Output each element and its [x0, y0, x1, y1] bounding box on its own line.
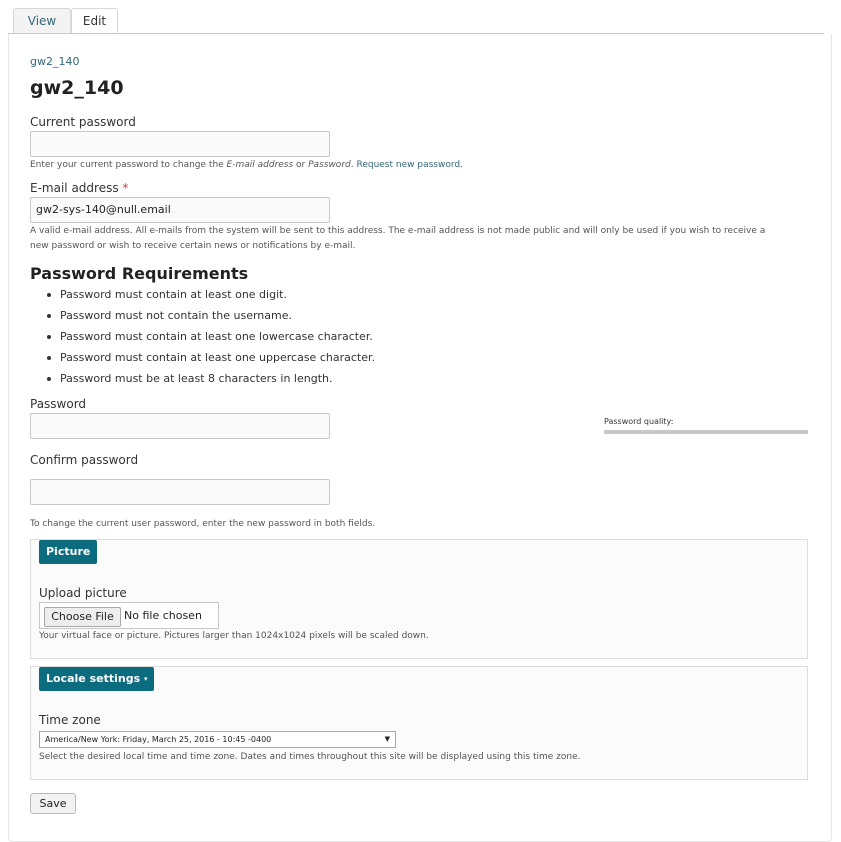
list-item: Password must contain at least one uppercase character. — [30, 349, 375, 370]
choose-file-button[interactable]: Choose File — [44, 607, 121, 627]
upload-picture-label: Upload picture — [39, 586, 127, 600]
email-input[interactable]: gw2-sys-140@null.email — [30, 197, 330, 223]
request-new-password-link[interactable]: Request new password — [356, 160, 461, 170]
timezone-label: Time zone — [39, 713, 101, 727]
current-password-description: Enter your current password to change the E-mail address or Password. Request new password. — [30, 160, 463, 170]
caret-down-icon: ▾ — [143, 675, 148, 683]
required-marker: * — [122, 181, 129, 195]
password-requirements-heading: Password Requirements — [30, 264, 249, 283]
locale-settings-toggle[interactable]: Locale settings ▾ — [39, 667, 154, 691]
picture-file-input — [39, 602, 219, 629]
password-input[interactable] — [30, 413, 330, 439]
breadcrumb[interactable]: gw2_140 — [30, 55, 80, 68]
dropdown-arrow-icon: ▼ — [384, 735, 390, 743]
list-item: Password must be at least 8 characters in length. — [30, 370, 375, 391]
no-file-chosen-text: No file chosen — [124, 609, 202, 622]
current-password-label: Current password — [30, 115, 136, 129]
save-button[interactable]: Save — [30, 793, 76, 814]
locale-settings-fieldset — [30, 666, 808, 780]
picture-description: Your virtual face or picture. Pictures larger than 1024x1024 pixels will be scaled down. — [39, 631, 429, 641]
list-item: Password must contain at least one digit. — [30, 286, 375, 307]
picture-fieldset — [30, 539, 808, 659]
confirm-password-description: To change the current user password, enter the new password in both fields. — [30, 519, 376, 529]
password-requirements-list — [30, 286, 375, 391]
password-quality-bar — [604, 430, 808, 434]
tab-view[interactable]: View — [13, 8, 71, 34]
bullet-icon — [47, 356, 51, 360]
bullet-icon — [47, 377, 51, 381]
bullet-icon — [47, 335, 51, 339]
email-description-line-1: A valid e-mail address. All e-mails from the system will be sent to this address. The e-mail address is not made public and will only be used if you wish to receive a — [30, 226, 766, 236]
page-title: gw2_140 — [30, 77, 124, 99]
password-quality-label: Password quality: — [604, 417, 674, 426]
confirm-password-input[interactable] — [30, 479, 330, 505]
confirm-password-label: Confirm password — [30, 453, 139, 467]
current-password-input[interactable] — [30, 131, 330, 157]
timezone-description: Select the desired local time and time zone. Dates and times throughout this site will be displayed using this time zone. — [39, 752, 581, 762]
password-label: Password — [30, 397, 87, 411]
timezone-select[interactable]: America/New York: Friday, March 25, 2016 - 10:45 -0400 ▼ — [39, 731, 396, 748]
list-item: Password must contain at least one lowercase character. — [30, 328, 375, 349]
bullet-icon — [47, 293, 51, 297]
email-label: E-mail address * — [30, 181, 129, 195]
picture-legend: Picture — [39, 540, 97, 564]
list-item: Password must not contain the username. — [30, 307, 375, 328]
bullet-icon — [47, 314, 51, 318]
tab-edit[interactable]: Edit — [71, 8, 118, 35]
email-description-line-2: new password or wish to receive certain news or notifications by e-mail. — [30, 241, 356, 251]
